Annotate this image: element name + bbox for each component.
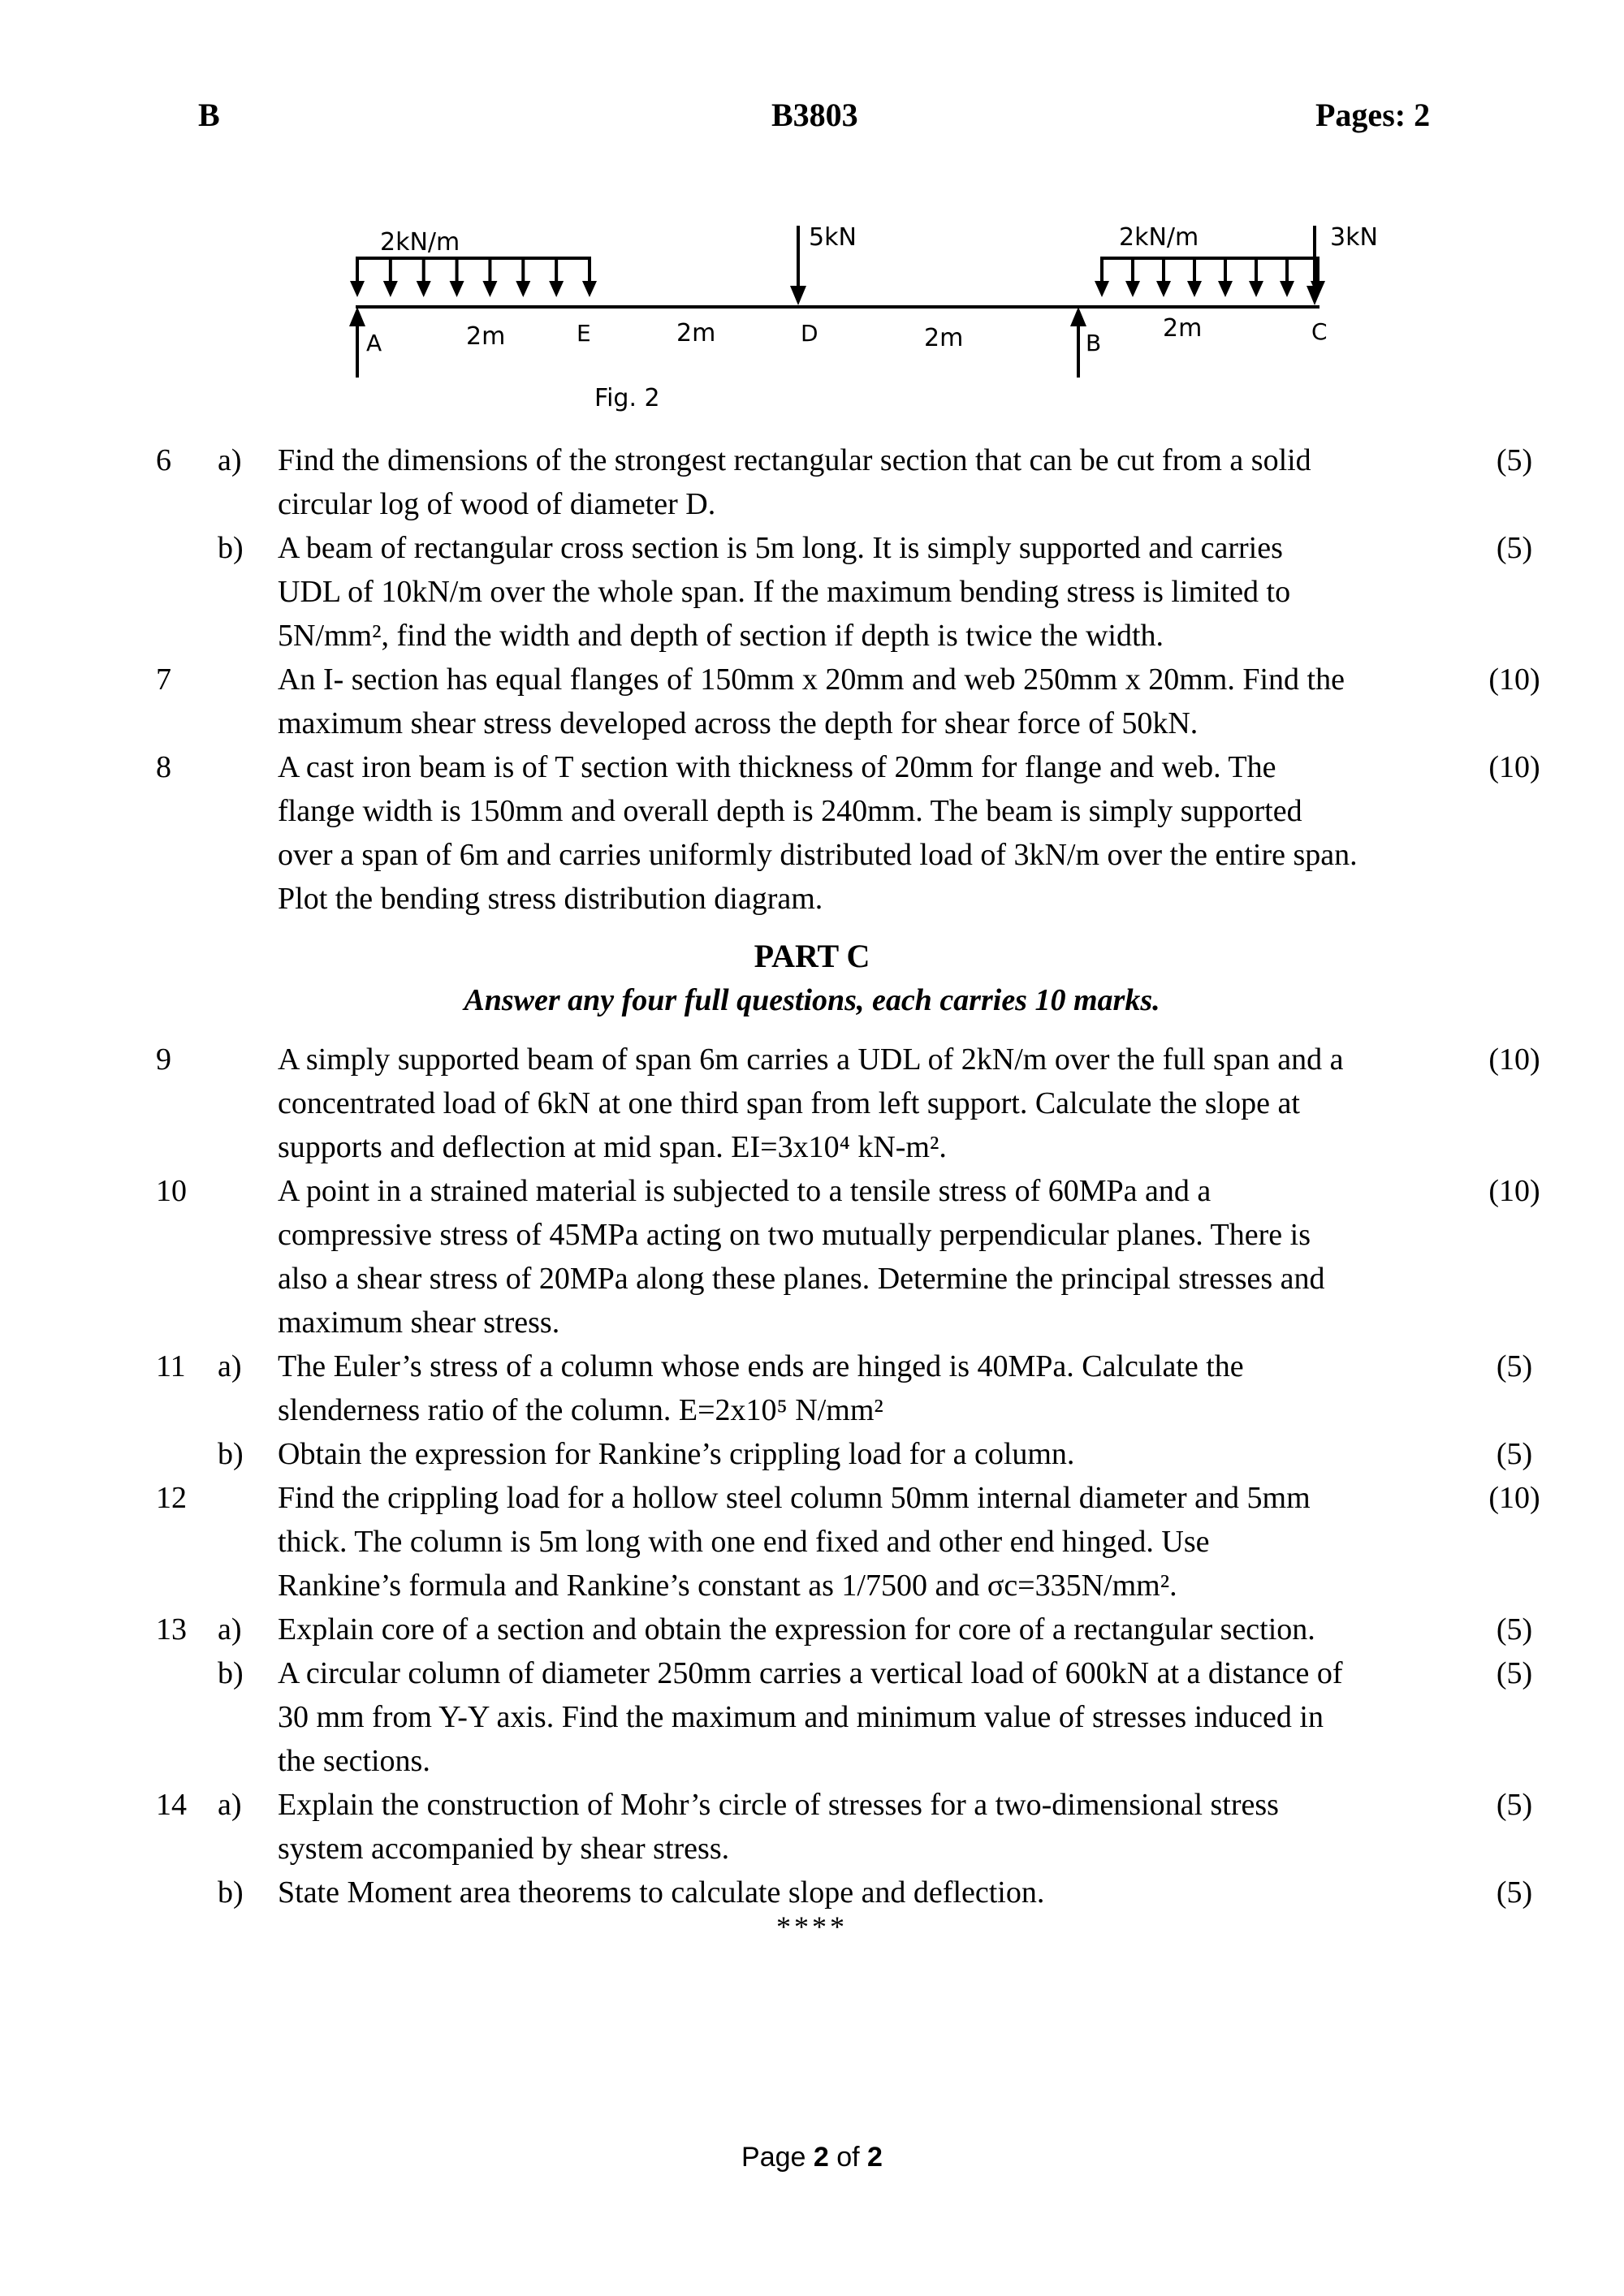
point-load-d [790, 226, 806, 305]
question-number: 13 [156, 1612, 187, 1646]
question-sub-label: b) [218, 1437, 244, 1471]
udl-left-label: 2kN/m [380, 228, 460, 257]
question-text: A circular column of diameter 250mm carries a vertical load of 600kN at a distance of 30 mm from Y-Y axis. Find the maximum and minimum value of stresses induced in the sections. [278, 1656, 1343, 1778]
question-marks: (5) [1496, 1875, 1533, 1910]
question-number: 9 [156, 1042, 171, 1077]
question-sub-label: a) [218, 1349, 242, 1383]
header-center: B3803 [771, 97, 858, 133]
question-text: The Euler’s stress of a column whose ends are hinged is 40MPa. Calculate the slenderness ratio of the column. E=2x10⁵ N/mm² [278, 1349, 1244, 1427]
question-marks: (10) [1488, 1042, 1540, 1077]
part-c-instruction: Answer any four full questions, each carries 10 marks. [464, 983, 1160, 1017]
header-left: B [198, 97, 220, 133]
reaction-b [1070, 307, 1086, 378]
question-text: Explain core of a section and obtain the expression for core of a rectangular section. [278, 1612, 1315, 1646]
question-marks: (5) [1496, 1656, 1533, 1690]
question-text: Find the dimensions of the strongest rectangular section that can be cut from a solid circular log of wood of diameter D. [278, 443, 1311, 521]
question-marks: (5) [1496, 1612, 1533, 1646]
figure-caption: Fig. 2 [594, 384, 660, 412]
question-marks: (10) [1488, 750, 1540, 784]
end-mark: **** [776, 1910, 848, 1943]
span-ed-label: 2m [676, 319, 716, 347]
question-marks: (5) [1496, 531, 1533, 565]
page-footer: Page 2 of 2 [741, 2142, 883, 2173]
question-text: A point in a strained material is subjected to a tensile stress of 60MPa and a compressive stress of 45MPa acting on two mutually perpendicular planes. There is also a shear stress of 20MPa along these planes. Determine the principal stresses and maximum shear stress. [278, 1174, 1325, 1340]
beam-figure [0, 0, 1624, 430]
question-marks: (5) [1496, 1788, 1533, 1822]
question-number: 14 [156, 1788, 187, 1822]
udl-right [1095, 258, 1325, 297]
question-text: An I- section has equal flanges of 150mm x 20mm and web 250mm x 20mm. Find the maximum shear stress developed across the depth for shear force of 50kN. [278, 662, 1345, 740]
point-b-label: B [1086, 330, 1102, 356]
question-text: Find the crippling load for a hollow steel column 50mm internal diameter and 5mm thick. The column is 5m long with one end fixed and other end hinged. Use Rankine’s formula and Rankine’s constant as 1/7500 and σc=335N/mm². [278, 1481, 1311, 1603]
question-marks: (10) [1488, 662, 1540, 697]
question-text: A beam of rectangular cross section is 5m long. It is simply supported and carries UDL of 10kN/m over the whole span. If the maximum bending stress is limited to 5N/mm², find the width and depth of section if depth is twice the width. [278, 531, 1291, 653]
question-sub-label: b) [218, 1875, 244, 1910]
question-text: Explain the construction of Mohr’s circle of stresses for a two-dimensional stress system accompanied by shear stress. [278, 1788, 1279, 1866]
header-pages: Pages: 2 [1315, 97, 1431, 133]
question-sub-label: a) [218, 1788, 242, 1822]
question-marks: (10) [1488, 1481, 1540, 1515]
point-d-label: D [801, 320, 818, 347]
question-number: 12 [156, 1481, 187, 1515]
question-number: 8 [156, 750, 171, 784]
question-text: Obtain the expression for Rankine’s crippling load for a column. [278, 1437, 1075, 1471]
point-c-label: C [1311, 318, 1328, 345]
question-text: A simply supported beam of span 6m carries a UDL of 2kN/m over the full span and a concentrated load of 6kN at one third span from left support. Calculate the slope at supports and deflection at mid span. EI=3x10⁴ kN-m². [278, 1042, 1344, 1164]
question-sub-label: a) [218, 443, 242, 477]
reaction-a [349, 307, 365, 378]
question-marks: (5) [1496, 443, 1533, 477]
question-sub-label: b) [218, 531, 244, 565]
question-number: 11 [156, 1349, 186, 1383]
part-c-title: PART C [754, 938, 870, 974]
question-marks: (10) [1488, 1174, 1540, 1208]
udl-left [350, 258, 597, 297]
question-marks: (5) [1496, 1349, 1533, 1383]
question-number: 7 [156, 662, 171, 697]
question-number: 6 [156, 443, 171, 477]
question-text: A cast iron beam is of T section with thickness of 20mm for flange and web. The flange width is 150mm and overall depth is 240mm. The beam is simply supported over a span of 6m and carries uniformly distributed load of 3kN/m over the entire span. Plot the bending stress distribution diagram. [278, 750, 1358, 916]
span-bc-label: 2m [1163, 314, 1203, 343]
question-marks: (5) [1496, 1437, 1533, 1471]
udl-right-label: 2kN/m [1119, 223, 1199, 252]
question-sub-label: b) [218, 1656, 244, 1690]
span-ae-label: 2m [466, 322, 506, 351]
question-sub-label: a) [218, 1612, 242, 1646]
question-text: State Moment area theorems to calculate slope and deflection. [278, 1875, 1045, 1910]
point-load-c-label: 3kN [1330, 223, 1378, 252]
point-load-c [1307, 226, 1323, 305]
point-a-label: A [366, 330, 382, 356]
point-load-d-label: 5kN [809, 223, 857, 252]
question-number: 10 [156, 1174, 187, 1208]
point-e-label: E [577, 320, 591, 347]
span-db-label: 2m [924, 324, 964, 352]
